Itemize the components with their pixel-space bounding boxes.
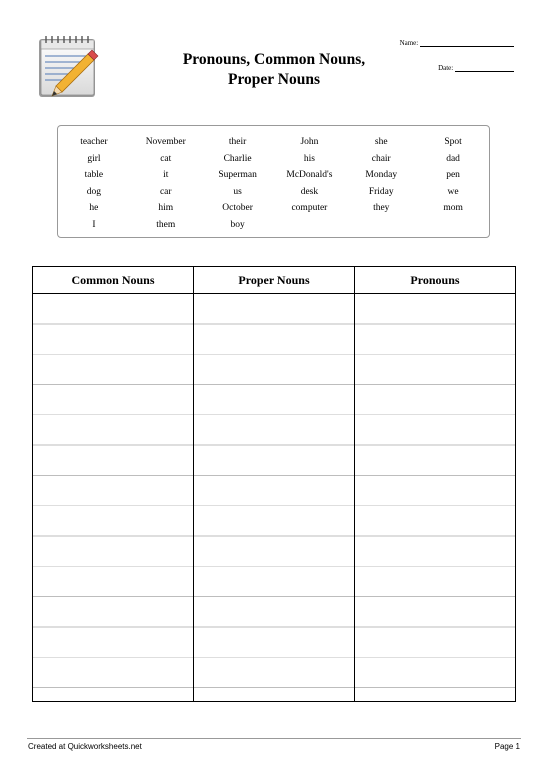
table-body: [33, 294, 515, 701]
column-pronouns: [354, 294, 515, 701]
word-bank-word: he: [89, 203, 99, 213]
word-bank-word: we: [447, 186, 459, 197]
word-bank-word: Superman: [218, 170, 257, 180]
word-bank-word: dad: [446, 153, 460, 164]
word-bank-word: Friday: [368, 186, 394, 197]
writing-lines: [355, 294, 515, 701]
word-bank-word: I: [92, 219, 96, 230]
word-bank-word: [274, 217, 346, 234]
notepad-pencil-icon: [36, 34, 100, 100]
word-bank-word: Charlie: [223, 153, 252, 164]
writing-lines: [194, 294, 354, 701]
worksheet-title: [150, 50, 398, 90]
word-bank-word: mom: [443, 203, 463, 213]
word-bank-word: Spot: [444, 137, 462, 147]
column-proper-nouns: [193, 294, 354, 701]
word-bank-word: cat: [160, 153, 172, 164]
footer-credit: Created at Quickworksheets.net: [28, 742, 142, 751]
word-bank-word: boy: [230, 219, 245, 230]
column-header-proper-nouns: Proper Nouns: [193, 267, 354, 293]
name-field: [400, 39, 514, 47]
title-line-2: Proper Nouns: [227, 71, 320, 88]
word-bank-word: October: [222, 203, 253, 213]
column-header-pronouns: Pronouns: [354, 267, 515, 293]
date-label: Date:: [438, 64, 454, 72]
column-common-nouns: [33, 294, 193, 701]
word-bank-word: it: [163, 170, 169, 180]
word-bank-grid: [58, 134, 489, 233]
word-bank-word: teacher: [80, 137, 108, 147]
footer-divider: [27, 738, 521, 739]
word-bank-word: [345, 217, 417, 234]
word-bank-word: computer: [291, 203, 328, 213]
word-bank-word: table: [84, 170, 104, 180]
name-line: [420, 39, 514, 47]
word-bank-word: Monday: [365, 170, 398, 180]
word-bank-word: desk: [300, 186, 319, 197]
word-bank: [57, 125, 490, 238]
word-bank-word: dog: [86, 186, 102, 197]
word-bank-word: they: [373, 203, 390, 213]
word-bank-word: car: [159, 186, 172, 197]
table-header: [33, 267, 515, 294]
word-bank-word: us: [233, 186, 242, 197]
writing-lines: [33, 294, 193, 701]
date-field: [438, 64, 514, 72]
word-bank-word: him: [158, 203, 174, 213]
word-bank-word: November: [145, 137, 186, 147]
word-bank-word: girl: [87, 153, 101, 164]
column-header-common-nouns: Common Nouns: [71, 273, 155, 287]
word-bank-word: she: [374, 137, 388, 147]
title-line-1: Pronouns, Common Nouns,: [182, 51, 366, 68]
sorting-table: [32, 266, 516, 702]
footer-page-number: Page 1: [494, 742, 520, 751]
word-bank-word: his: [303, 153, 315, 164]
word-bank-word: chair: [371, 153, 391, 164]
word-bank-word: pen: [446, 170, 460, 180]
word-bank-word: their: [228, 137, 247, 147]
word-bank-word: McDonald's: [286, 170, 333, 180]
date-line: [455, 64, 514, 72]
word-bank-word: them: [156, 219, 176, 230]
word-bank-word: John: [300, 137, 319, 147]
word-bank-word: [417, 217, 489, 234]
name-label: Name:: [399, 39, 419, 47]
